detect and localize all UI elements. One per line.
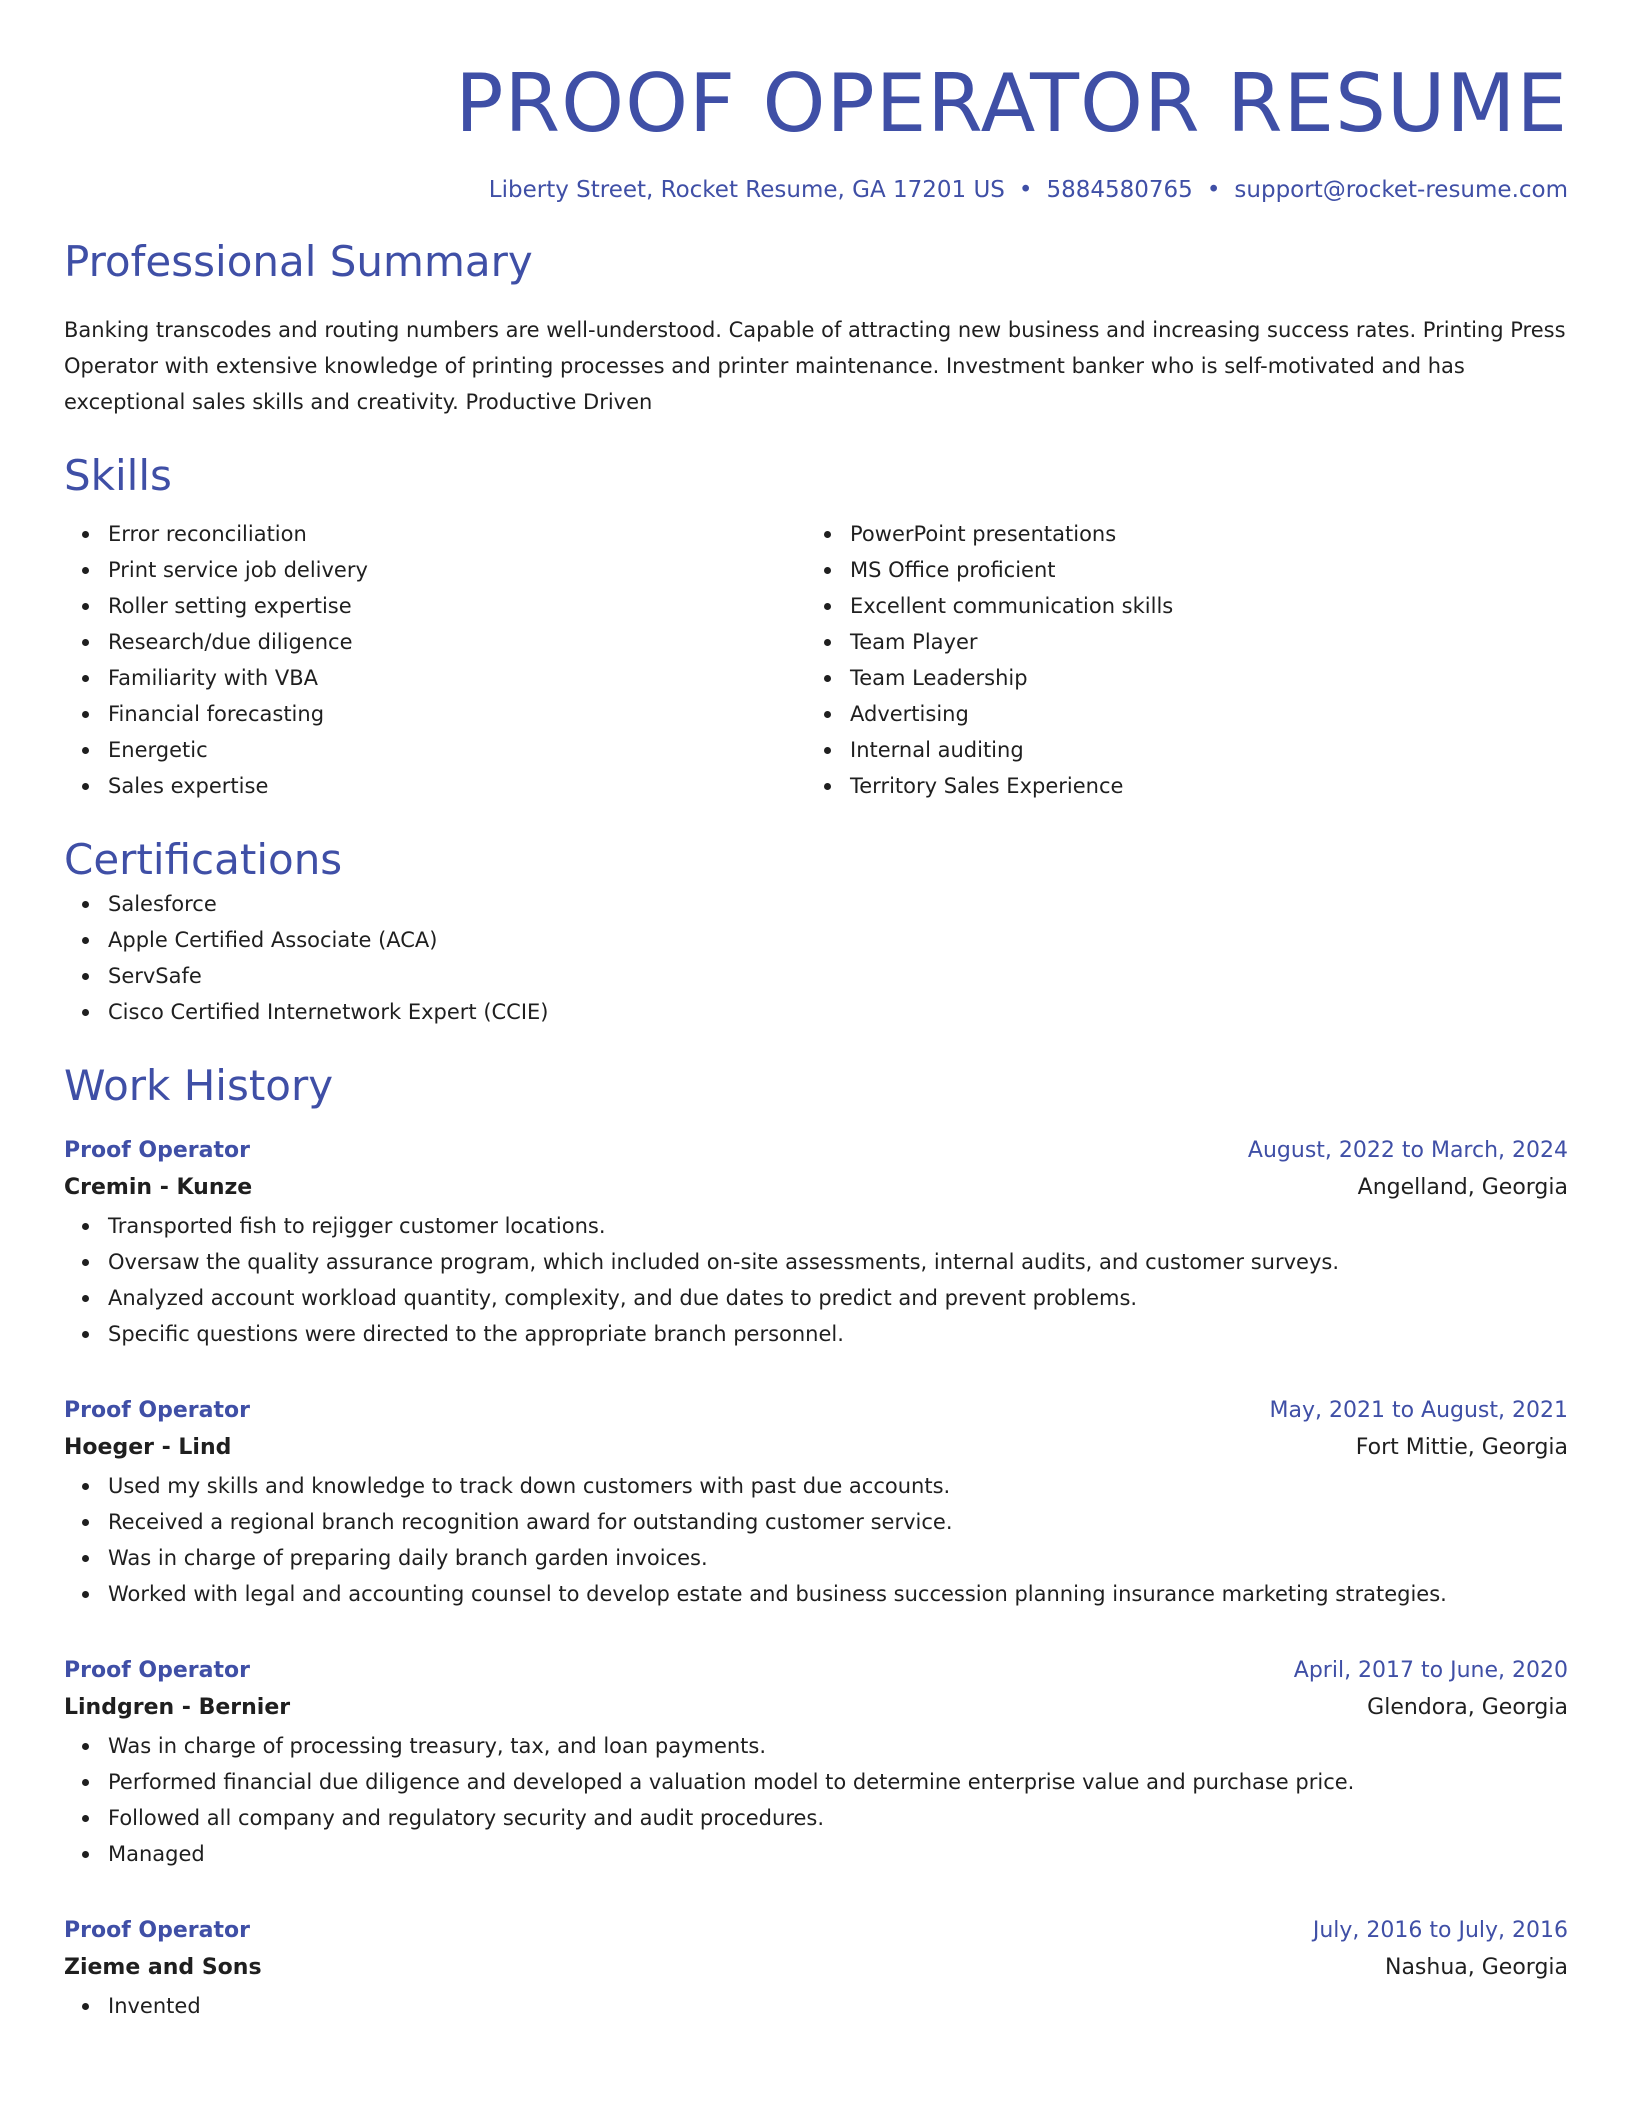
job-company: Lindgren - Bernier	[64, 1695, 291, 1720]
skills-heading: Skills	[64, 451, 172, 500]
job-dates: April, 2017 to June, 2020	[1293, 1658, 1568, 1683]
job-location: Angelland, Georgia	[1357, 1175, 1568, 1200]
job-title: Proof Operator	[64, 1398, 250, 1423]
skill-item: Roller setting expertise	[108, 588, 806, 624]
skills-list-left	[64, 516, 806, 804]
job-bullet: Received a regional branch recognition award for outstanding customer service.	[108, 1504, 1568, 1540]
job-title: Proof Operator	[64, 1918, 250, 1943]
summary-text: Banking transcodes and routing numbers are well-understood. Capable of attracting new business and increasing success rates. Printing Press Operator with extensive knowledge of printing processes and printer maintenance. Investment banker who is self-motivated and has exceptional sales skills and creativity. Productive Driven	[64, 318, 1566, 414]
job-bullet: Followed all company and regulatory security and audit procedures.	[108, 1800, 1568, 1836]
job-bullet: Worked with legal and accounting counsel to develop estate and business succession planning insurance marketing strategies.	[108, 1576, 1568, 1612]
job-bullet: Analyzed account workload quantity, complexity, and due dates to predict and prevent problems.	[108, 1280, 1568, 1316]
job-header-row	[64, 1134, 1568, 1168]
certification-item: ServSafe	[108, 958, 1568, 994]
job-dates: August, 2022 to March, 2024	[1247, 1138, 1568, 1163]
job-bullet: Managed	[108, 1836, 1568, 1872]
job-title: Proof Operator	[64, 1658, 250, 1683]
job-bullet: Oversaw the quality assurance program, which included on-site assessments, internal audits, and customer surveys.	[108, 1244, 1568, 1280]
job-location: Glendora, Georgia	[1367, 1695, 1568, 1720]
job-bullet: Used my skills and knowledge to track down customers with past due accounts.	[108, 1468, 1568, 1504]
job-header-row	[64, 1394, 1568, 1428]
resume-page	[64, 0, 1568, 2024]
certifications-list	[64, 886, 1568, 1030]
job-bullets	[64, 1988, 1568, 2024]
job-company-row	[64, 1688, 1568, 1728]
job-company-row	[64, 1168, 1568, 1208]
contact-line	[64, 174, 1568, 206]
certification-item: Apple Certified Associate (ACA)	[108, 922, 1568, 958]
skill-item: Error reconciliation	[108, 516, 806, 552]
summary-heading: Professional Summary	[64, 237, 533, 286]
job-title: Proof Operator	[64, 1138, 250, 1163]
job-company: Zieme and Sons	[64, 1955, 262, 1980]
skill-item: PowerPoint presentations	[850, 516, 1548, 552]
job-bullets	[64, 1728, 1568, 1872]
certification-item: Salesforce	[108, 886, 1568, 922]
job-entry	[64, 1654, 1568, 1872]
job-dates: July, 2016 to July, 2016	[1312, 1918, 1568, 1943]
job-location: Fort Mittie, Georgia	[1355, 1435, 1568, 1460]
job-entry	[64, 1134, 1568, 1352]
job-bullet: Was in charge of preparing daily branch garden invoices.	[108, 1540, 1568, 1576]
skill-item: MS Office proficient	[850, 552, 1548, 588]
job-location: Nashua, Georgia	[1384, 1955, 1568, 1980]
job-dates: May, 2021 to August, 2021	[1269, 1398, 1568, 1423]
job-bullet: Performed financial due diligence and developed a valuation model to determine enterprise value and purchase price.	[108, 1764, 1568, 1800]
work-history-heading: Work History	[64, 1061, 334, 1110]
job-bullets	[64, 1468, 1568, 1612]
skill-item: Energetic	[108, 732, 806, 768]
skills-list-right	[806, 516, 1548, 804]
resume-title: PROOF OPERATOR RESUME	[455, 57, 1568, 150]
job-header-row	[64, 1654, 1568, 1688]
contact-separator: •	[1206, 177, 1221, 203]
contact-address: Liberty Street, Rocket Resume, GA 17201 US	[488, 177, 1005, 203]
job-entry	[64, 1394, 1568, 1612]
job-bullet: Specific questions were directed to the appropriate branch personnel.	[108, 1316, 1568, 1352]
job-company: Cremin - Kunze	[64, 1175, 253, 1200]
job-company-row	[64, 1948, 1568, 1988]
skill-item: Internal auditing	[850, 732, 1548, 768]
skill-item: Territory Sales Experience	[850, 768, 1548, 804]
skills-column-right	[806, 516, 1548, 804]
skill-item: Sales expertise	[108, 768, 806, 804]
skill-item: Team Player	[850, 624, 1548, 660]
job-bullet: Was in charge of processing treasury, tax, and loan payments.	[108, 1728, 1568, 1764]
certifications-heading: Certifications	[64, 835, 343, 884]
skill-item: Print service job delivery	[108, 552, 806, 588]
skill-item: Advertising	[850, 696, 1548, 732]
job-header-row	[64, 1914, 1568, 1948]
skill-item: Familiarity with VBA	[108, 660, 806, 696]
contact-email[interactable]: support@rocket-resume.com	[1234, 177, 1568, 203]
skill-item: Excellent communication skills	[850, 588, 1548, 624]
job-entry	[64, 1914, 1568, 2024]
certification-item: Cisco Certified Internetwork Expert (CCIE)	[108, 994, 1568, 1030]
job-bullet: Transported fish to rejigger customer locations.	[108, 1208, 1568, 1244]
job-bullet: Invented	[108, 1988, 1568, 2024]
job-bullets	[64, 1208, 1568, 1352]
skill-item: Team Leadership	[850, 660, 1548, 696]
job-company-row	[64, 1428, 1568, 1468]
skills-grid	[64, 516, 1568, 804]
job-company: Hoeger - Lind	[64, 1435, 232, 1460]
contact-separator: •	[1018, 177, 1033, 203]
skill-item: Research/due diligence	[108, 624, 806, 660]
skill-item: Financial forecasting	[108, 696, 806, 732]
skills-column-left	[64, 516, 806, 804]
contact-phone: 5884580765	[1046, 177, 1193, 203]
